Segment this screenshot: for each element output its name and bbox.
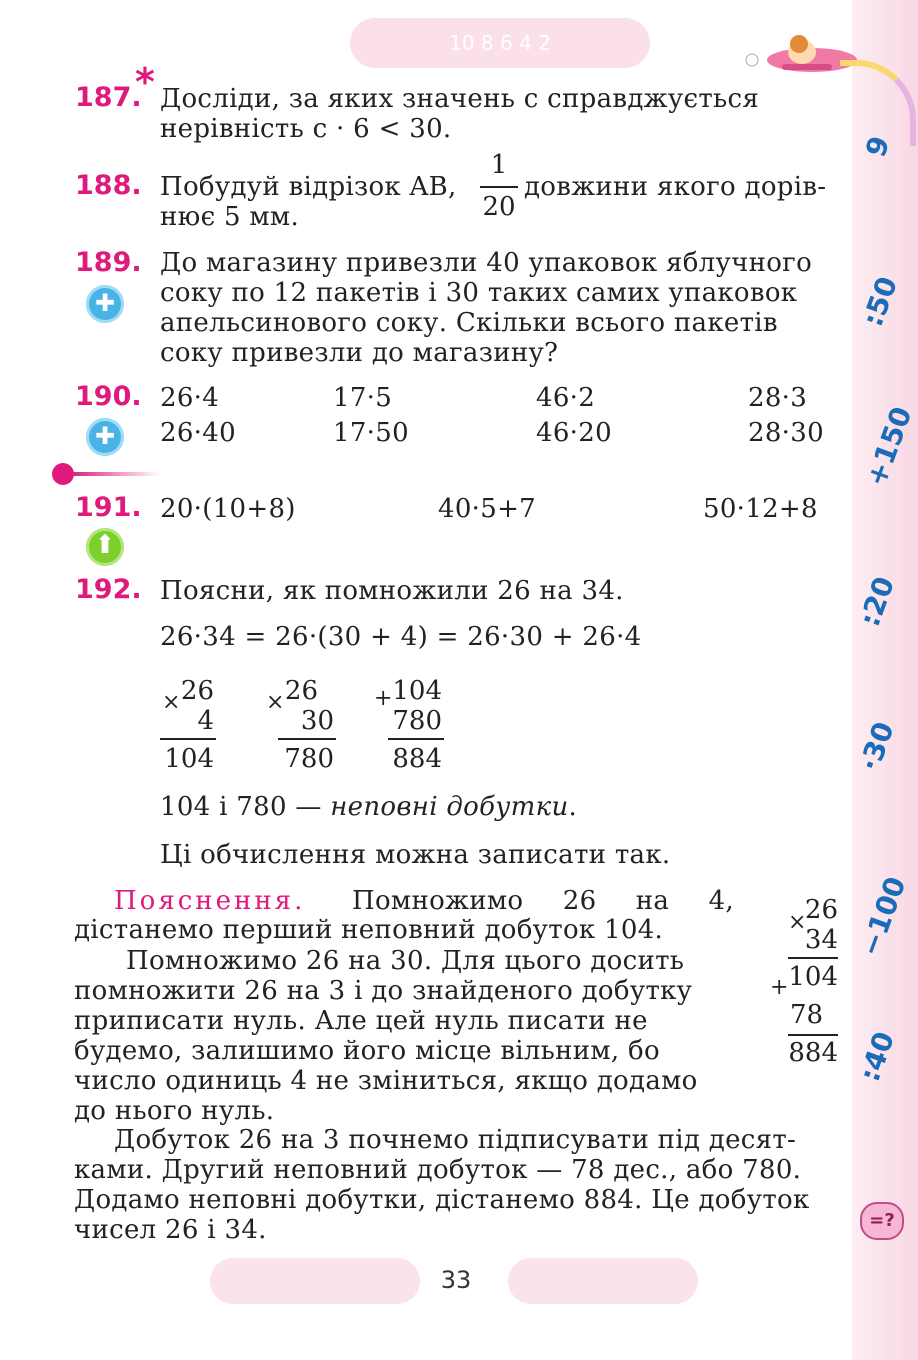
explanation-text: ками. Другий неповний добуток — 78 дес., або 780. — [74, 1155, 802, 1185]
expression: 17·50 — [333, 418, 409, 448]
expression: 40·5+7 — [438, 494, 537, 524]
side-number: :20 — [853, 572, 902, 631]
explanation-text: Добуток 26 на 3 почнемо підписувати під десят- — [114, 1125, 797, 1155]
bottom-cloud-decoration — [508, 1258, 698, 1304]
puzzle-icon — [86, 418, 124, 456]
exercise-text: Ці обчислення можна записати так. — [160, 840, 671, 870]
expression: 17·5 — [333, 383, 393, 413]
operand: 104 — [392, 676, 442, 706]
exercise-text: соку по 12 пакетів і 30 таких самих упаковок — [160, 278, 798, 308]
explanation-text: Помножимо 26 на 4, — [352, 886, 734, 916]
operand: 34 — [804, 925, 838, 955]
expression: 26·4 — [160, 383, 220, 413]
explanation-text: Помножимо 26 на 30. Для цього досить — [126, 946, 685, 976]
arrow-up-icon — [86, 528, 124, 566]
explanation-title: Пояснення. — [114, 886, 306, 916]
expression: 46·2 — [536, 383, 596, 413]
partial-product: 78 — [790, 1000, 824, 1030]
result: 104 — [164, 744, 214, 774]
exercise-text: довжини якого дорів- — [524, 172, 827, 202]
exercise-text: Досліди, за яких значень c справджується — [160, 84, 760, 114]
result-line — [388, 738, 444, 740]
star-mark: * — [135, 60, 155, 104]
plus-sign: + — [770, 975, 789, 1000]
operand: 26 — [804, 895, 838, 925]
result-line — [278, 738, 336, 740]
explanation-text: до нього нуль. — [74, 1096, 275, 1126]
result: 884 — [392, 744, 442, 774]
multiply-sign: × — [788, 910, 807, 935]
multiply-sign: × — [162, 690, 181, 715]
side-number: :40 — [853, 1027, 902, 1086]
exercise-number: 189. — [75, 247, 142, 278]
result-line — [788, 1034, 838, 1036]
explanation-text: приписати нуль. Але цей нуль писати не — [74, 1006, 648, 1036]
exercise-text: апельсинового соку. Скільки всього пакетів — [160, 308, 778, 338]
explanation-text: дістанемо перший неповний добуток 104. — [74, 915, 664, 945]
result-line — [160, 738, 216, 740]
side-strip — [852, 0, 918, 1360]
side-number: 9 — [858, 131, 897, 162]
exercise-text: нерівність c · 6 < 30. — [160, 114, 452, 144]
side-number: −100 — [853, 872, 913, 961]
explanation-text: будемо, залишимо його місце вільним, бо — [74, 1036, 660, 1066]
explanation-text: число одиниць 4 не зміниться, якщо додамо — [74, 1066, 698, 1096]
fraction-bar — [480, 186, 518, 188]
side-number: ·30 — [852, 717, 901, 776]
explanation-text: помножити 26 на 3 і до знайденого добутку — [74, 976, 693, 1006]
bottom-cloud-decoration — [210, 1258, 420, 1304]
explanation-text: чисел 26 і 34. — [74, 1215, 267, 1245]
exercise-text: Побудуй відрізок AB, — [160, 172, 457, 202]
exercise-text: соку привезли до магазину? — [160, 338, 559, 368]
operand: 780 — [392, 706, 442, 736]
exercise-number: 191. — [75, 492, 142, 523]
expression: 26·40 — [160, 418, 236, 448]
plus-sign: + — [374, 686, 393, 711]
exercise-number: 190. — [75, 381, 142, 412]
result-line — [788, 957, 838, 959]
operand: 26 — [180, 676, 214, 706]
expression: 50·12+8 — [703, 494, 818, 524]
expression: 46·20 — [536, 418, 612, 448]
side-number: :50 — [856, 272, 905, 331]
operand: 26 — [284, 676, 318, 706]
page-number: 33 — [440, 1266, 472, 1294]
exercise-text: До магазину привезли 40 упаковок яблучного — [160, 248, 813, 278]
exercise-number: 187. — [75, 82, 142, 113]
partial-products-line: 104 і 780 — неповні добутки. — [160, 792, 578, 822]
expression: 28·3 — [748, 383, 808, 413]
operand: 30 — [300, 706, 334, 736]
exercise-number: 192. — [75, 574, 142, 605]
result: 780 — [284, 744, 334, 774]
puzzle-icon — [86, 285, 124, 323]
exercise-number: 188. — [75, 170, 142, 201]
exercise-text: Поясни, як помножили 26 на 34. — [160, 576, 624, 606]
result: 884 — [788, 1038, 838, 1068]
partial-product: 104 — [788, 962, 838, 992]
exercise-text: нює 5 мм. — [160, 202, 300, 232]
equation: 26·34 = 26·(30 + 4) = 26·30 + 26·4 — [160, 622, 642, 652]
section-marker-line — [70, 472, 160, 476]
expression: 28·30 — [748, 418, 824, 448]
top-cloud-decoration: 10 8 6 4 2 — [350, 18, 650, 68]
multiply-sign: × — [266, 690, 285, 715]
fraction-numerator: 1 — [490, 150, 508, 180]
question-badge: =? — [860, 1202, 904, 1240]
side-number: +150 — [859, 402, 918, 491]
operand: 4 — [197, 706, 214, 736]
expression: 20·(10+8) — [160, 494, 296, 524]
fraction-denominator: 20 — [482, 192, 516, 222]
explanation-text: Додамо неповні добутки, дістанемо 884. Це добуток — [74, 1185, 810, 1215]
